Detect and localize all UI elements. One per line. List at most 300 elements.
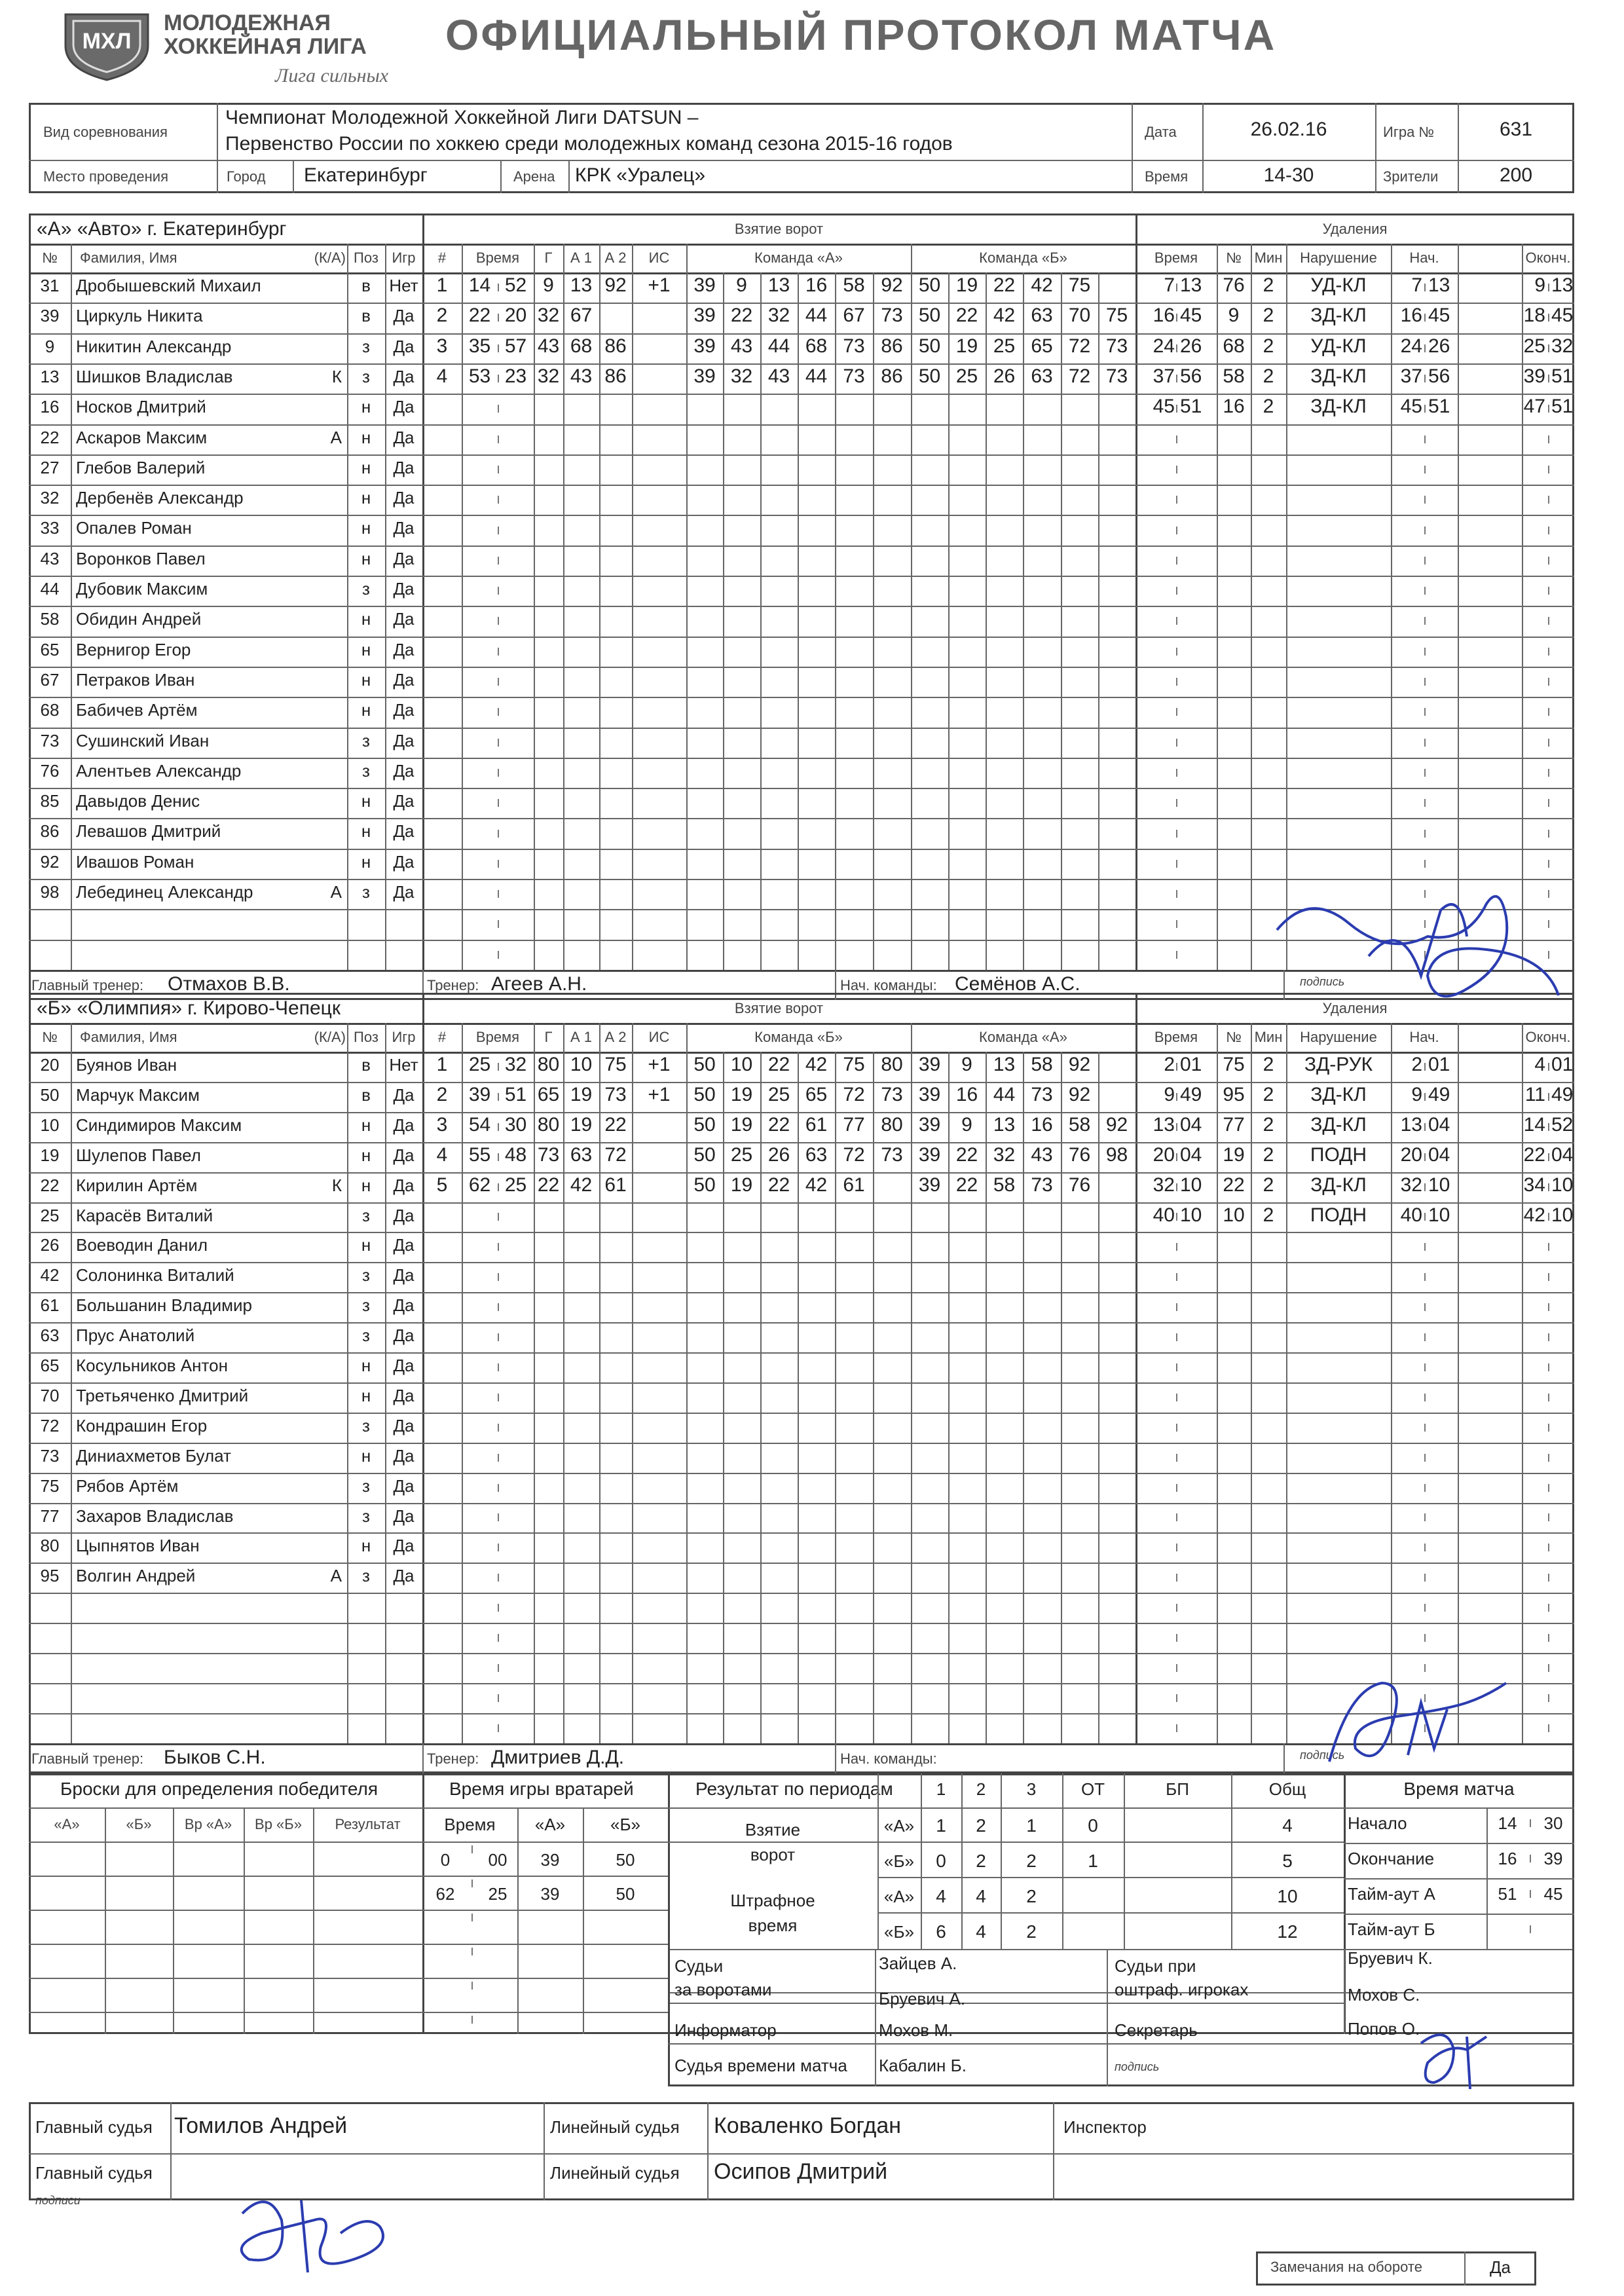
player-position: н (361, 669, 371, 690)
penalty-start-min: 16 (1400, 305, 1422, 327)
penalty-end-min: 14 (1523, 1113, 1545, 1136)
player-number: 67 (40, 669, 60, 690)
player-number: 16 (40, 397, 60, 417)
player-plays: Да (393, 397, 415, 417)
goalie-time-min: 62 (435, 1884, 455, 1904)
on-ice-player: 61 (805, 1113, 828, 1136)
period-value: 4 (976, 1886, 986, 1906)
goalies-col: «А» (534, 1815, 566, 1834)
col-name: Фамилия, Имя (80, 250, 177, 266)
logo-line1: МОЛОДЕЖНАЯ (164, 10, 331, 35)
goal-col-header: А 2 (604, 1029, 627, 1045)
penalty-player: 22 (1223, 1174, 1245, 1196)
period-goals-label-2: ворот (750, 1845, 796, 1864)
penalty-infraction: ЗД-КЛ (1310, 396, 1367, 418)
penalty-infraction: ЗД-КЛ (1310, 305, 1367, 327)
col-pos: Поз (354, 250, 378, 266)
rule (29, 1876, 422, 1877)
penalty-start-sec: 04 (1428, 1113, 1450, 1136)
penalty-minute: 20 (1153, 1143, 1175, 1166)
player-number: 80 (40, 1536, 60, 1556)
penalty-player: 76 (1223, 274, 1245, 296)
player-number: 61 (40, 1295, 60, 1316)
on-ice-player: 39 (918, 1143, 941, 1166)
referee-label-2: Главный судья (35, 2163, 153, 2183)
player-role: К (331, 1175, 342, 1195)
rule (517, 1807, 519, 2034)
player-position: н (361, 821, 371, 842)
coach-label: Тренер: (427, 976, 479, 993)
referee-1: Томилов Андрей (174, 2113, 348, 2138)
penalty-second: 13 (1180, 274, 1202, 296)
referee-signature (223, 2174, 432, 2279)
goal-scorer: 9 (543, 274, 554, 296)
player-position: з (362, 1295, 370, 1316)
on-ice-player: 13 (993, 1054, 1016, 1075)
penalty-end-sec: 10 (1551, 1174, 1574, 1196)
goal-assist1: 42 (570, 1174, 593, 1196)
time-separator-tick (1530, 1890, 1531, 1898)
rule (707, 2102, 709, 2200)
shootout-col: Вр «А» (184, 1816, 232, 1832)
match-time-sec: 30 (1543, 1813, 1563, 1833)
player-number: 70 (40, 1385, 60, 1405)
remarks-value: Да (1489, 2257, 1511, 2277)
rule (29, 2012, 422, 2013)
col-num: № (42, 250, 58, 266)
on-ice-player: 73 (843, 365, 865, 387)
goal-scorer: 32 (537, 365, 560, 387)
period-value: 1 (936, 1815, 946, 1836)
manager-label: Нач. команды: (840, 1750, 937, 1767)
on-ice-player: 77 (843, 1113, 865, 1136)
on-ice-player: 22 (767, 1113, 790, 1136)
penalty-minutes: 2 (1263, 396, 1274, 418)
manager: Семёнов А.С. (955, 972, 1080, 995)
player-number: 68 (40, 700, 60, 720)
remarks-label: Замечания на обороте (1270, 2259, 1422, 2275)
team-title: «Б» «Олимпия» г. Кирово-Чепецк (37, 997, 341, 1019)
player-position: з (362, 366, 370, 386)
goal-situation: +1 (648, 1083, 671, 1105)
on-ice-player: 39 (918, 1054, 941, 1075)
goal-col-header: Время (475, 250, 520, 266)
player-name: Циркуль Никита (76, 306, 203, 326)
goalies-title: Время игры вратарей (449, 1779, 634, 1799)
player-position: з (362, 1566, 370, 1586)
page-title: ОФИЦИАЛЬНЫЙ ПРОТОКОЛ МАТЧА (445, 10, 1277, 59)
on-ice-player: 76 (1068, 1143, 1091, 1166)
player-plays: Да (393, 579, 415, 599)
penalty-player: 9 (1228, 305, 1240, 327)
arena-value: КРК «Уралец» (575, 164, 706, 186)
on-ice-player: 50 (918, 365, 941, 387)
pen-col-min: Мин (1254, 1029, 1283, 1045)
player-plays: Да (393, 882, 415, 902)
player-position: з (362, 882, 370, 902)
goalie-b: 50 (616, 1884, 635, 1904)
period-value: 0 (936, 1851, 946, 1871)
rule (422, 1978, 668, 1979)
goal-minute: 22 (468, 305, 491, 327)
time-label: Время (1145, 168, 1189, 185)
match-time-label: Тайм-аут А (1348, 1884, 1435, 1904)
on-ice-player: 58 (843, 274, 865, 296)
player-number: 22 (40, 1175, 60, 1195)
penalty-minutes: 2 (1263, 274, 1274, 296)
on-ice-player: 73 (881, 1083, 903, 1105)
time-separator-tick (471, 1914, 473, 1921)
penalty-end-min: 34 (1523, 1174, 1545, 1196)
goal-scorer: 22 (537, 1174, 560, 1196)
coach: Агеев А.Н. (491, 972, 587, 995)
on-ice-player: 86 (881, 335, 903, 357)
on-ice-player: 50 (693, 1174, 716, 1196)
rule (875, 2034, 876, 2086)
player-name: Воронков Павел (76, 548, 206, 568)
player-name: Левашов Дмитрий (76, 821, 221, 842)
goalies-col: «Б» (610, 1815, 640, 1834)
goal-minute: 54 (468, 1113, 491, 1136)
on-ice-player: 73 (881, 1143, 903, 1166)
goal-judge-1: Зайцев А. (879, 1953, 957, 1973)
rule (29, 2153, 1574, 2155)
player-position: в (361, 276, 371, 295)
goal-judges-label-1: Судьи (674, 1956, 724, 1976)
penalty-start-min: 2 (1411, 1054, 1422, 1075)
penalty-end-sec: 45 (1551, 305, 1574, 327)
player-plays: Да (393, 548, 415, 568)
goal-assist2: 73 (604, 1083, 627, 1105)
player-name: Буянов Иван (76, 1055, 177, 1075)
player-plays: Да (393, 1475, 415, 1496)
player-position: н (361, 639, 371, 659)
time-separator-tick (471, 1982, 473, 1990)
player-name: Лебединец Александр (76, 882, 253, 902)
goal-assist2: 86 (604, 365, 627, 387)
goal-number: 3 (436, 1113, 448, 1136)
player-position: н (361, 1536, 371, 1556)
player-plays: Да (393, 1506, 415, 1526)
penalty-start-sec: 51 (1428, 396, 1450, 418)
goal-second: 30 (504, 1113, 527, 1136)
city-label: Город (227, 168, 266, 185)
goal-judges-label-2: за воротами (674, 1980, 772, 1999)
on-ice-player: 98 (1105, 1143, 1128, 1166)
player-position: н (361, 488, 371, 508)
goal-assist2: 72 (604, 1143, 627, 1166)
secretary: Попов О. (1348, 2019, 1420, 2039)
penalty-minutes: 2 (1263, 305, 1274, 327)
on-ice-player: 25 (993, 335, 1016, 357)
on-ice-player: 22 (993, 274, 1016, 296)
match-time-min: 14 (1498, 1813, 1517, 1833)
competition-label: Вид соревнования (43, 124, 168, 140)
match-time-min: 16 (1498, 1849, 1517, 1868)
penalty-judges-label-1: Судьи при (1115, 1956, 1196, 1976)
player-position: н (361, 548, 371, 568)
on-ice-player: 26 (993, 365, 1016, 387)
goal-scorer: 32 (537, 305, 560, 327)
player-plays: Да (393, 518, 415, 538)
goal-second: 48 (504, 1143, 527, 1166)
goal-assist1: 19 (570, 1113, 593, 1136)
player-name: Никитин Александр (76, 336, 232, 356)
player-number: 58 (40, 609, 60, 629)
player-number: 42 (40, 1265, 60, 1286)
goal-number: 4 (436, 1143, 448, 1166)
goal-number: 5 (436, 1174, 448, 1196)
period-value: 4 (936, 1886, 946, 1906)
player-number: 22 (40, 427, 60, 447)
on-ice-player: 50 (918, 274, 941, 296)
penalty-start-min: 45 (1400, 396, 1422, 418)
on-ice-player: 16 (1031, 1113, 1053, 1136)
player-plays: Нет (389, 1055, 418, 1075)
pen-col-time: Время (1154, 1029, 1198, 1045)
player-role: А (330, 1566, 342, 1586)
player-number: 75 (40, 1475, 60, 1496)
on-ice-player: 19 (730, 1174, 753, 1196)
player-position: з (362, 1506, 370, 1526)
shootout-col: Результат (335, 1816, 401, 1832)
player-position: з (362, 1475, 370, 1496)
period-value: 12 (1277, 1921, 1298, 1942)
penalty-player: 10 (1223, 1204, 1245, 1226)
penalty-minute: 24 (1153, 335, 1175, 357)
period-value: 2 (1026, 1851, 1037, 1871)
penalty-end-sec: 49 (1551, 1083, 1574, 1105)
player-position: н (361, 1385, 371, 1405)
time-separator-tick (471, 2016, 473, 2024)
city-value: Екатеринбург (304, 164, 428, 186)
penalty-judge-2: Мохов С. (1348, 1985, 1420, 2005)
sign-label: подпись (1300, 974, 1345, 988)
on-ice-player: 19 (955, 335, 978, 357)
period-value: 0 (1088, 1815, 1098, 1836)
penalty-minute: 40 (1153, 1204, 1175, 1226)
on-ice-player: 44 (993, 1083, 1016, 1105)
pen-col-min: Мин (1254, 250, 1283, 266)
player-position: з (362, 1205, 370, 1225)
rule (29, 1910, 422, 1911)
penalty-start-sec: 45 (1428, 305, 1450, 327)
on-ice-player: 9 (961, 1113, 972, 1136)
col-name: Фамилия, Имя (80, 1029, 177, 1045)
penalty-start-min: 13 (1400, 1113, 1422, 1136)
penalty-second: 10 (1180, 1204, 1202, 1226)
penalty-second: 10 (1180, 1174, 1202, 1196)
rule (877, 1842, 1344, 1843)
goals-heading: Взятие ворот (734, 1000, 824, 1016)
player-name: Глебов Валерий (76, 457, 206, 477)
period-value: 6 (936, 1921, 946, 1942)
on-ice-player: 75 (843, 1054, 865, 1075)
player-plays: Нет (389, 276, 418, 295)
goal-assist1: 13 (570, 274, 593, 296)
goal-assist2: 92 (604, 274, 627, 296)
goal-second: 32 (504, 1054, 527, 1075)
pen-col-num: № (1226, 250, 1242, 266)
player-position: з (362, 1415, 370, 1435)
on-ice-player: 43 (767, 365, 790, 387)
penalty-second: 56 (1180, 365, 1202, 387)
on-ice-player: 42 (993, 305, 1016, 327)
player-name: Прус Анатолий (76, 1325, 195, 1346)
player-plays: Да (393, 730, 415, 750)
goal-col-header: А 2 (604, 250, 627, 266)
periods-title: Результат по периодам (695, 1779, 893, 1799)
on-ice-player: 67 (843, 305, 865, 327)
goal-number: 3 (436, 335, 448, 357)
period-col: 2 (976, 1779, 986, 1799)
player-plays: Да (393, 609, 415, 629)
team-on-ice-header: Команда «Б» (754, 1029, 843, 1045)
goal-second: 57 (504, 335, 527, 357)
player-name: Алентьев Александр (76, 760, 242, 781)
player-plays: Да (393, 488, 415, 508)
rule (29, 1944, 422, 1945)
player-name: Шулепов Павел (76, 1145, 201, 1165)
player-name: Кирилин Артём (76, 1175, 198, 1195)
goal-assist1: 67 (570, 305, 593, 327)
penalty-minute: 37 (1153, 365, 1175, 387)
penalty-infraction: ЗД-КЛ (1310, 365, 1367, 387)
on-ice-player: 39 (693, 274, 716, 296)
arena-label: Арена (513, 168, 555, 185)
period-team: «А» (883, 1816, 915, 1836)
player-name: Третьяченко Дмитрий (76, 1385, 249, 1405)
player-plays: Да (393, 851, 415, 872)
player-plays: Да (393, 1566, 415, 1586)
penalty-minute: 45 (1153, 396, 1175, 418)
player-number: 98 (40, 882, 60, 902)
goalie-time-sec: 00 (488, 1850, 507, 1870)
penalty-start-min: 24 (1400, 335, 1422, 357)
on-ice-player: 19 (955, 274, 978, 296)
penalty-judge-1: Бруевич К. (1348, 1948, 1433, 1968)
player-plays: Да (393, 760, 415, 781)
penalty-second: 45 (1180, 305, 1202, 327)
linesman-label-2: Линейный судья (550, 2163, 680, 2183)
player-number: 85 (40, 791, 60, 811)
player-number: 19 (40, 1145, 60, 1165)
pen-col-time: Время (1154, 250, 1198, 266)
penalty-end-min: 47 (1523, 396, 1545, 418)
goal-minute: 62 (468, 1174, 491, 1196)
player-number: 43 (40, 548, 60, 568)
on-ice-player: 26 (767, 1143, 790, 1166)
on-ice-player: 39 (693, 335, 716, 357)
player-position: н (361, 1356, 371, 1375)
goal-assist2: 75 (604, 1054, 627, 1075)
match-time-min: 51 (1498, 1884, 1517, 1904)
on-ice-player: 76 (1068, 1174, 1091, 1196)
on-ice-player: 72 (843, 1083, 865, 1105)
player-name: Дробышевский Михаил (76, 276, 261, 295)
time-separator-tick (471, 1948, 473, 1955)
player-position: н (361, 1235, 371, 1255)
period-team: «А» (883, 1887, 915, 1906)
player-number: 65 (40, 1356, 60, 1375)
penalty-second: 01 (1180, 1054, 1202, 1075)
on-ice-player: 44 (767, 335, 790, 357)
player-plays: Да (393, 1536, 415, 1556)
goalie-a: 39 (540, 1884, 560, 1904)
player-name: Носков Дмитрий (76, 397, 206, 417)
player-name: Дубовик Максим (76, 579, 208, 599)
inspector-label: Инспектор (1063, 2117, 1147, 2137)
penalty-minute: 2 (1164, 1054, 1175, 1075)
penalty-end-sec: 13 (1551, 274, 1574, 296)
on-ice-player: 39 (693, 365, 716, 387)
player-name: Большанин Владимир (76, 1295, 252, 1316)
time-separator-tick (1530, 1819, 1531, 1827)
goal-scorer: 65 (537, 1083, 560, 1105)
goal-assist2: 86 (604, 335, 627, 357)
logo-line2: ХОККЕЙНАЯ ЛИГА (164, 34, 367, 59)
on-ice-player: 9 (736, 274, 747, 296)
goal-minute: 55 (468, 1143, 491, 1166)
penalty-start-min: 37 (1400, 365, 1422, 387)
on-ice-player: 50 (918, 305, 941, 327)
penalty-infraction: ЗД-КЛ (1310, 1113, 1367, 1136)
player-position: н (361, 518, 371, 538)
on-ice-player: 32 (767, 305, 790, 327)
team-title: «А» «Авто» г. Екатеринбург (37, 218, 287, 240)
period-value: 2 (1026, 1886, 1037, 1906)
penalty-end-min: 22 (1523, 1143, 1545, 1166)
rule (422, 1876, 668, 1877)
player-position: н (361, 609, 371, 629)
player-number: 27 (40, 457, 60, 477)
player-number: 26 (40, 1235, 60, 1255)
player-position: з (362, 336, 370, 356)
player-plays: Да (393, 1084, 415, 1105)
secretary-sign-label: подпись (1115, 2060, 1160, 2073)
rule (29, 1978, 422, 1979)
penalty-start-sec: 10 (1428, 1174, 1450, 1196)
on-ice-player: 92 (881, 274, 903, 296)
on-ice-player: 92 (1105, 1113, 1128, 1136)
period-value: 2 (976, 1815, 986, 1836)
rule (583, 1807, 584, 2034)
player-name: Обидин Андрей (76, 609, 202, 629)
on-ice-player: 80 (881, 1113, 903, 1136)
player-number: 20 (40, 1055, 60, 1075)
on-ice-player: 68 (805, 335, 828, 357)
pen-col-start: Нач. (1409, 1029, 1439, 1045)
player-number: 32 (40, 488, 60, 508)
player-plays: Да (393, 336, 415, 356)
player-number: 73 (40, 730, 60, 750)
goal-minute: 39 (468, 1083, 491, 1105)
game-label: Игра № (1383, 124, 1435, 140)
match-time-title: Время матча (1403, 1779, 1515, 1799)
period-value: 1 (1088, 1851, 1098, 1871)
goal-second: 20 (504, 305, 527, 327)
goal-second: 52 (504, 274, 527, 296)
period-value: 1 (1026, 1815, 1037, 1836)
col-ka: (К/А) (314, 250, 346, 266)
period-pim-label-2: время (748, 1916, 798, 1935)
rule (244, 1807, 245, 2034)
on-ice-player: 19 (730, 1113, 753, 1136)
goal-minute: 25 (468, 1054, 491, 1075)
goal-second: 23 (504, 365, 527, 387)
goal-situation: +1 (648, 1054, 671, 1075)
player-plays: Да (393, 427, 415, 447)
